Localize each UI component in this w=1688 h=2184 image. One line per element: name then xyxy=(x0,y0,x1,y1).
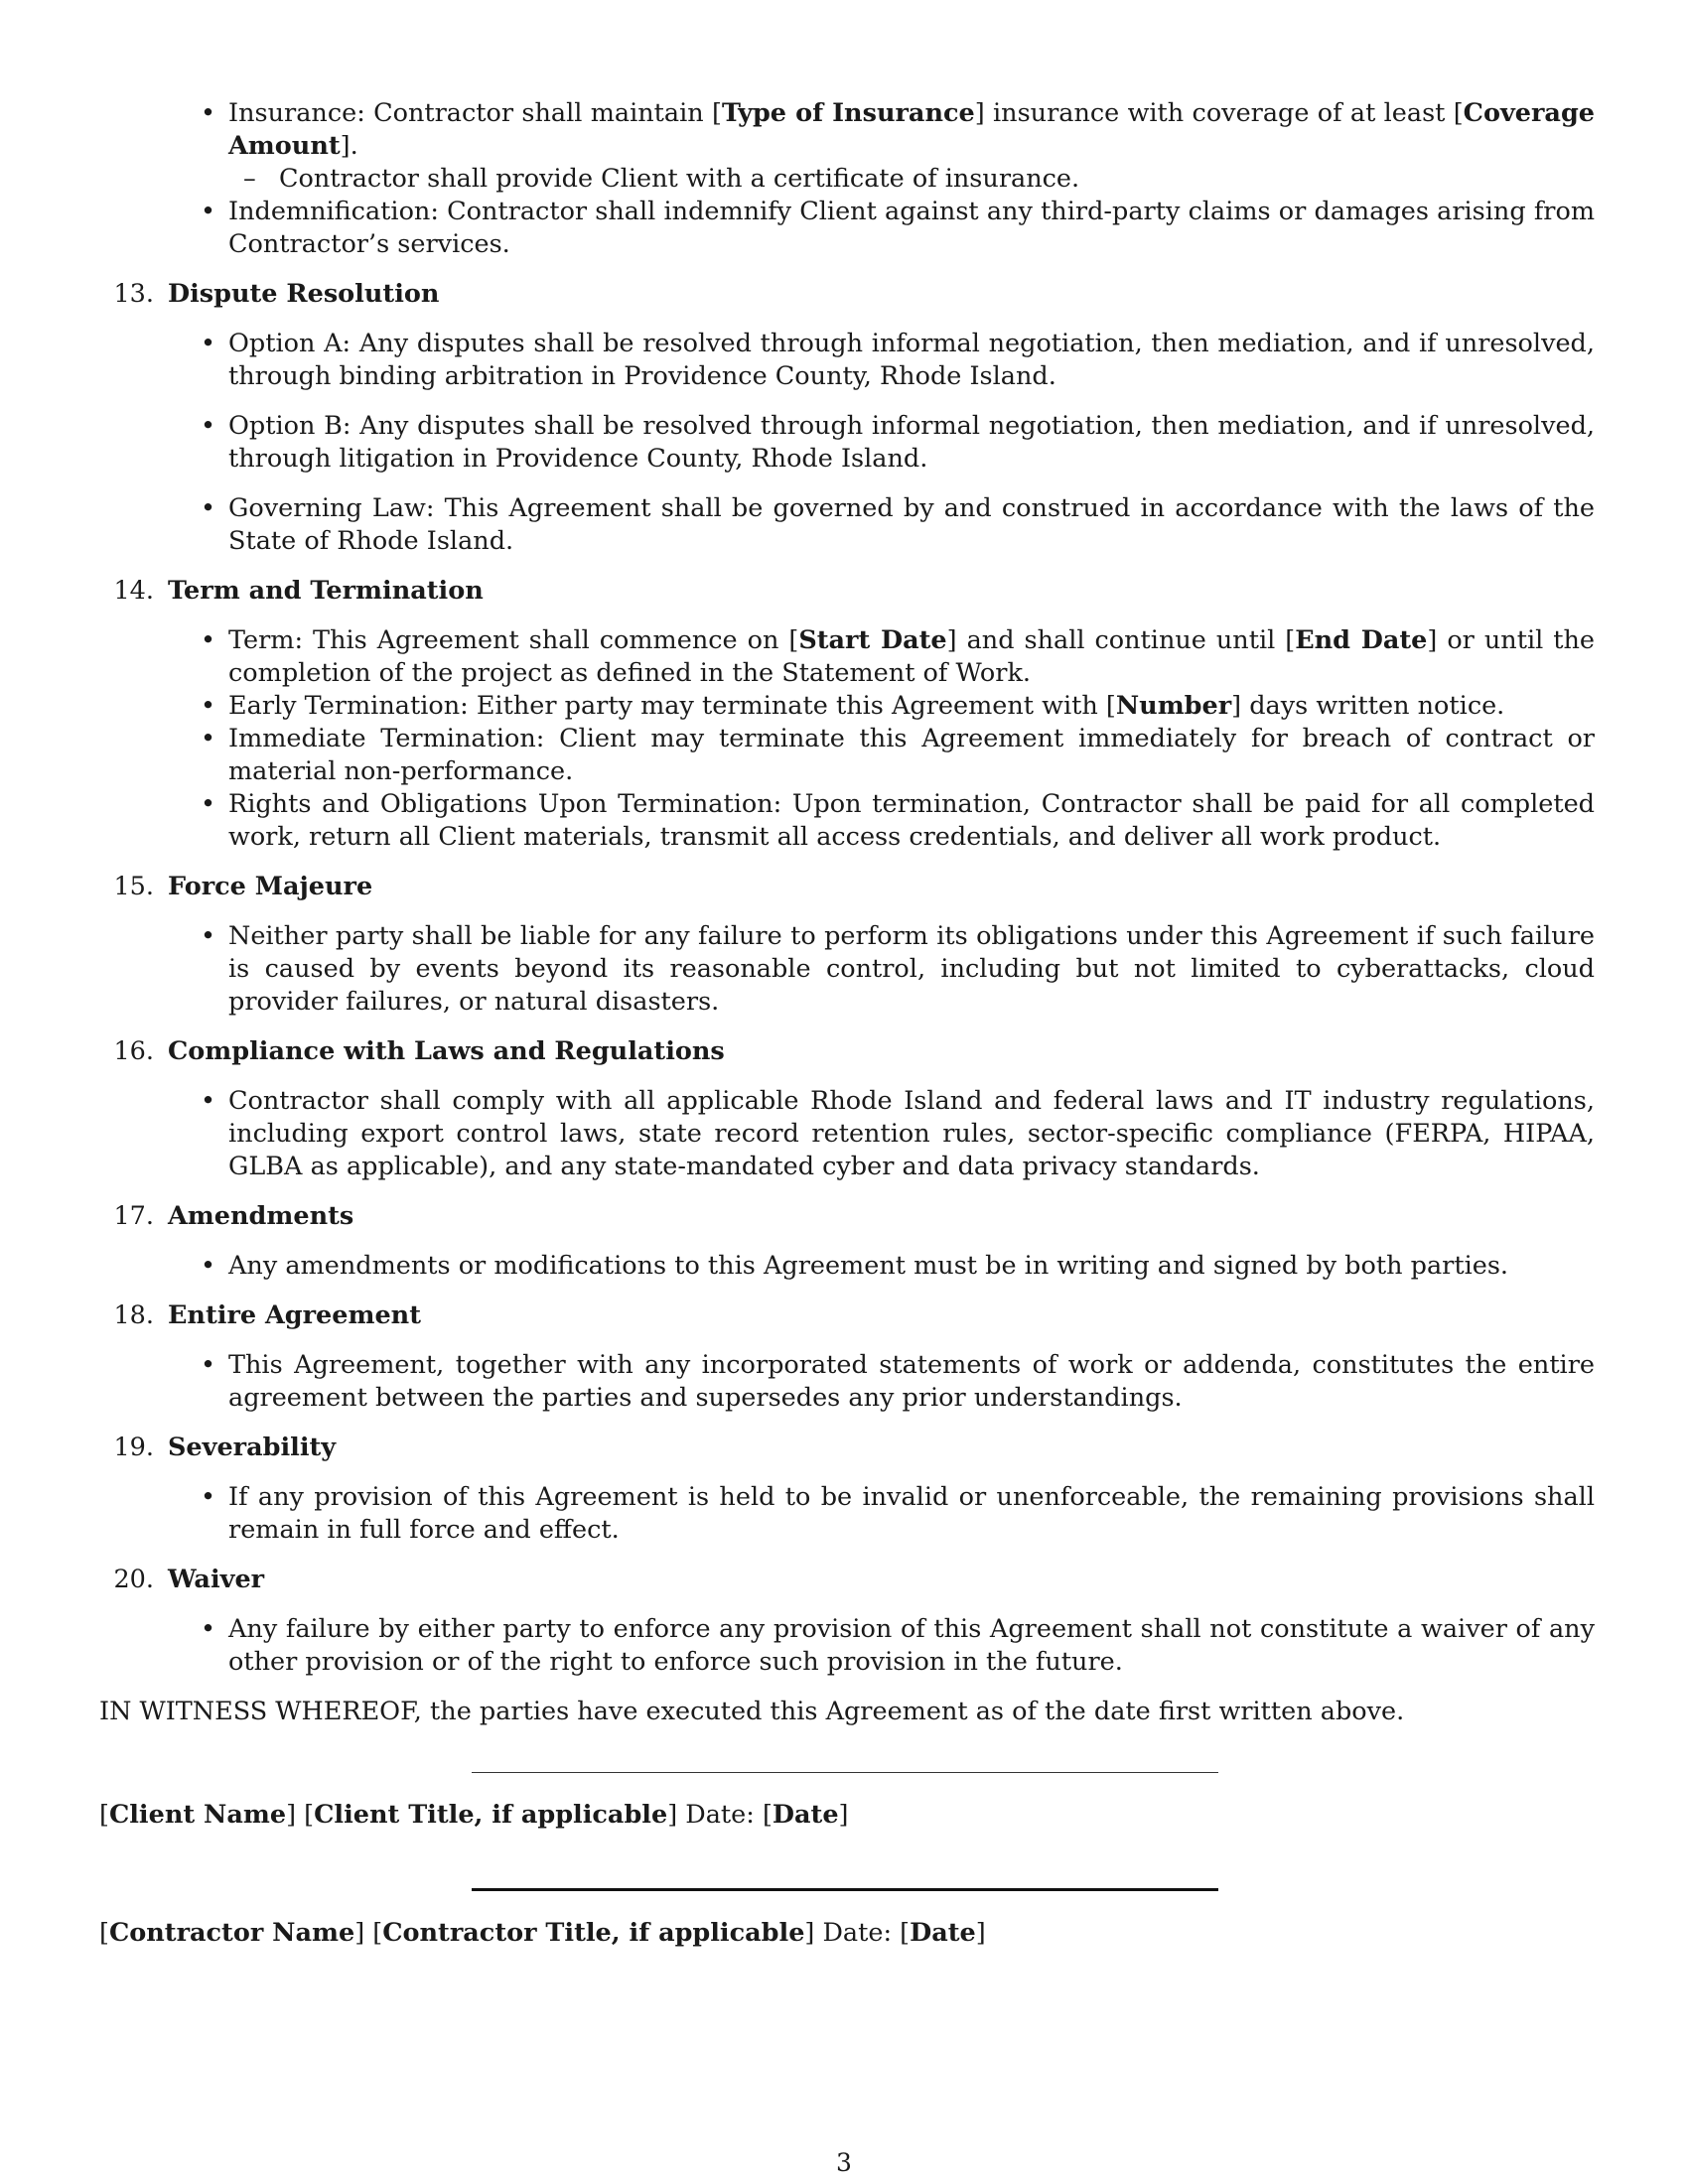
coverage-amount-placeholder: Coverage Amount xyxy=(228,98,1596,161)
type-of-insurance-placeholder: Type of Insurance xyxy=(721,98,975,128)
section-17-title: Amendments xyxy=(168,1201,354,1231)
client-signature-block: [Client Name] [Client Title, if applicable] Date: [Date] xyxy=(99,1800,849,1830)
insurance-item: • Insurance: Contractor shall maintain [Type of Insurance] insurance with coverage of at least [Coverage Amount]. – Contractor shall provide Client with a certificate of insurance. xyxy=(99,97,1595,196)
list-item: • Option B: Any disputes shall be resolved through informal negotiation, then mediation, and if unresolved, through litigation in Providence County, Rhode Island. xyxy=(99,410,1595,476)
section-14-heading: 14. Term and Termination xyxy=(113,576,484,606)
start-date-placeholder: Start Date xyxy=(798,625,947,655)
list-item: • Any failure by either party to enforce any provision of this Agreement shall not constitute a waiver of any other provision or of the right to enforce such provision in the future. xyxy=(99,1613,1595,1679)
section-19-list xyxy=(99,1481,1595,1547)
contractor-signature-line xyxy=(472,1888,1218,1891)
section-13-title: Dispute Resolution xyxy=(168,279,440,309)
section-20-heading: 20. Waiver xyxy=(113,1565,265,1594)
list-item: • Governing Law: This Agreement shall be governed by and construed in accordance with the laws of the State of Rhode Island. xyxy=(99,492,1595,558)
section-18-heading: 18. Entire Agreement xyxy=(113,1300,421,1330)
list-item: • Neither party shall be liable for any failure to perform its obligations under this Agreement if such failure is caused by events beyond its reasonable control, including but not limited to cyberattacks, cloud provider failures, or natural disasters. xyxy=(99,920,1595,1019)
number-placeholder: Number xyxy=(1115,691,1232,721)
client-title-placeholder: Client Title, if applicable xyxy=(314,1800,668,1830)
section-16-heading: 16. Compliance with Laws and Regulations xyxy=(113,1036,725,1066)
contractor-signature-block: [Contractor Name] [Contractor Title, if applicable] Date: [Date] xyxy=(99,1918,986,1948)
section-15-title: Force Majeure xyxy=(168,872,373,901)
section-18-list xyxy=(99,1349,1595,1415)
client-signature-line xyxy=(472,1772,1218,1773)
list-item: • Contractor shall comply with all applicable Rhode Island and federal laws and IT industry regulations, including export control laws, state record retention rules, sector-specific compliance (FERPA, HIPAA, GLBA as applicable), and any state-mandated cyber and data privacy standards. xyxy=(99,1085,1595,1183)
section-14-list xyxy=(99,624,1595,854)
section-20-title: Waiver xyxy=(168,1565,265,1594)
section-15-heading: 15. Force Majeure xyxy=(113,872,373,901)
section-16-title: Compliance with Laws and Regulations xyxy=(168,1036,725,1066)
end-date-placeholder: End Date xyxy=(1295,625,1428,655)
list-item: • Option A: Any disputes shall be resolved through informal negotiation, then mediation, and if unresolved, through binding arbitration in Providence County, Rhode Island. xyxy=(99,328,1595,393)
section-16-list xyxy=(99,1085,1595,1183)
section-14-title: Term and Termination xyxy=(168,576,484,606)
document-page xyxy=(99,97,1596,1950)
section-20-list xyxy=(99,1613,1595,1679)
contractor-date-placeholder: Date xyxy=(910,1918,976,1948)
page-number: 3 xyxy=(836,2148,852,2177)
indemnification-item: • Indemnification: Contractor shall indemnify Client against any third-party claims or damages arising from Contractor’s services. xyxy=(99,196,1595,261)
section-13-heading: 13. Dispute Resolution xyxy=(113,279,440,309)
list-item: • This Agreement, together with any incorporated statements of work or addenda, constitutes the entire agreement between the parties and supersedes any prior understandings. xyxy=(99,1349,1595,1415)
section-13-list xyxy=(99,328,1595,558)
section-19-title: Severability xyxy=(168,1433,337,1462)
witness-clause: IN WITNESS WHEREOF, the parties have executed this Agreement as of the date first written above. xyxy=(99,1697,1405,1726)
list-item: • If any provision of this Agreement is held to be invalid or unenforceable, the remaining provisions shall remain in full force and effect. xyxy=(99,1481,1595,1547)
section-19-heading: 19. Severability xyxy=(113,1433,337,1462)
section-18-title: Entire Agreement xyxy=(168,1300,421,1330)
section-17-heading: 17. Amendments xyxy=(113,1201,354,1231)
section-15-list xyxy=(99,920,1595,1019)
early-termination-item: • Early Termination: Either party may terminate this Agreement with [Number] days written notice. xyxy=(99,690,1595,723)
rights-obligations-item: • Rights and Obligations Upon Termination: Upon termination, Contractor shall be paid for all completed work, return all Client materials, transmit all access credentials, and deliver all work product. xyxy=(99,788,1595,854)
term-item: • Term: This Agreement shall commence on [Start Date] and shall continue until [End Date] or until the completion of the project as defined in the Statement of Work. xyxy=(99,624,1595,690)
immediate-termination-item: • Immediate Termination: Client may terminate this Agreement immediately for breach of contract or material non-performance. xyxy=(99,723,1595,788)
section-12-list xyxy=(99,97,1596,261)
section-17-list xyxy=(99,1250,1589,1283)
contractor-name-placeholder: Contractor Name xyxy=(108,1918,355,1948)
insurance-sub-item: – Contractor shall provide Client with a certificate of insurance. xyxy=(228,163,1595,196)
client-name-placeholder: Client Name xyxy=(108,1800,287,1830)
list-item: • Any amendments or modifications to this Agreement must be in writing and signed by both parties. xyxy=(99,1250,1595,1283)
contractor-title-placeholder: Contractor Title, if applicable xyxy=(382,1918,805,1948)
client-date-placeholder: Date xyxy=(772,1800,839,1830)
